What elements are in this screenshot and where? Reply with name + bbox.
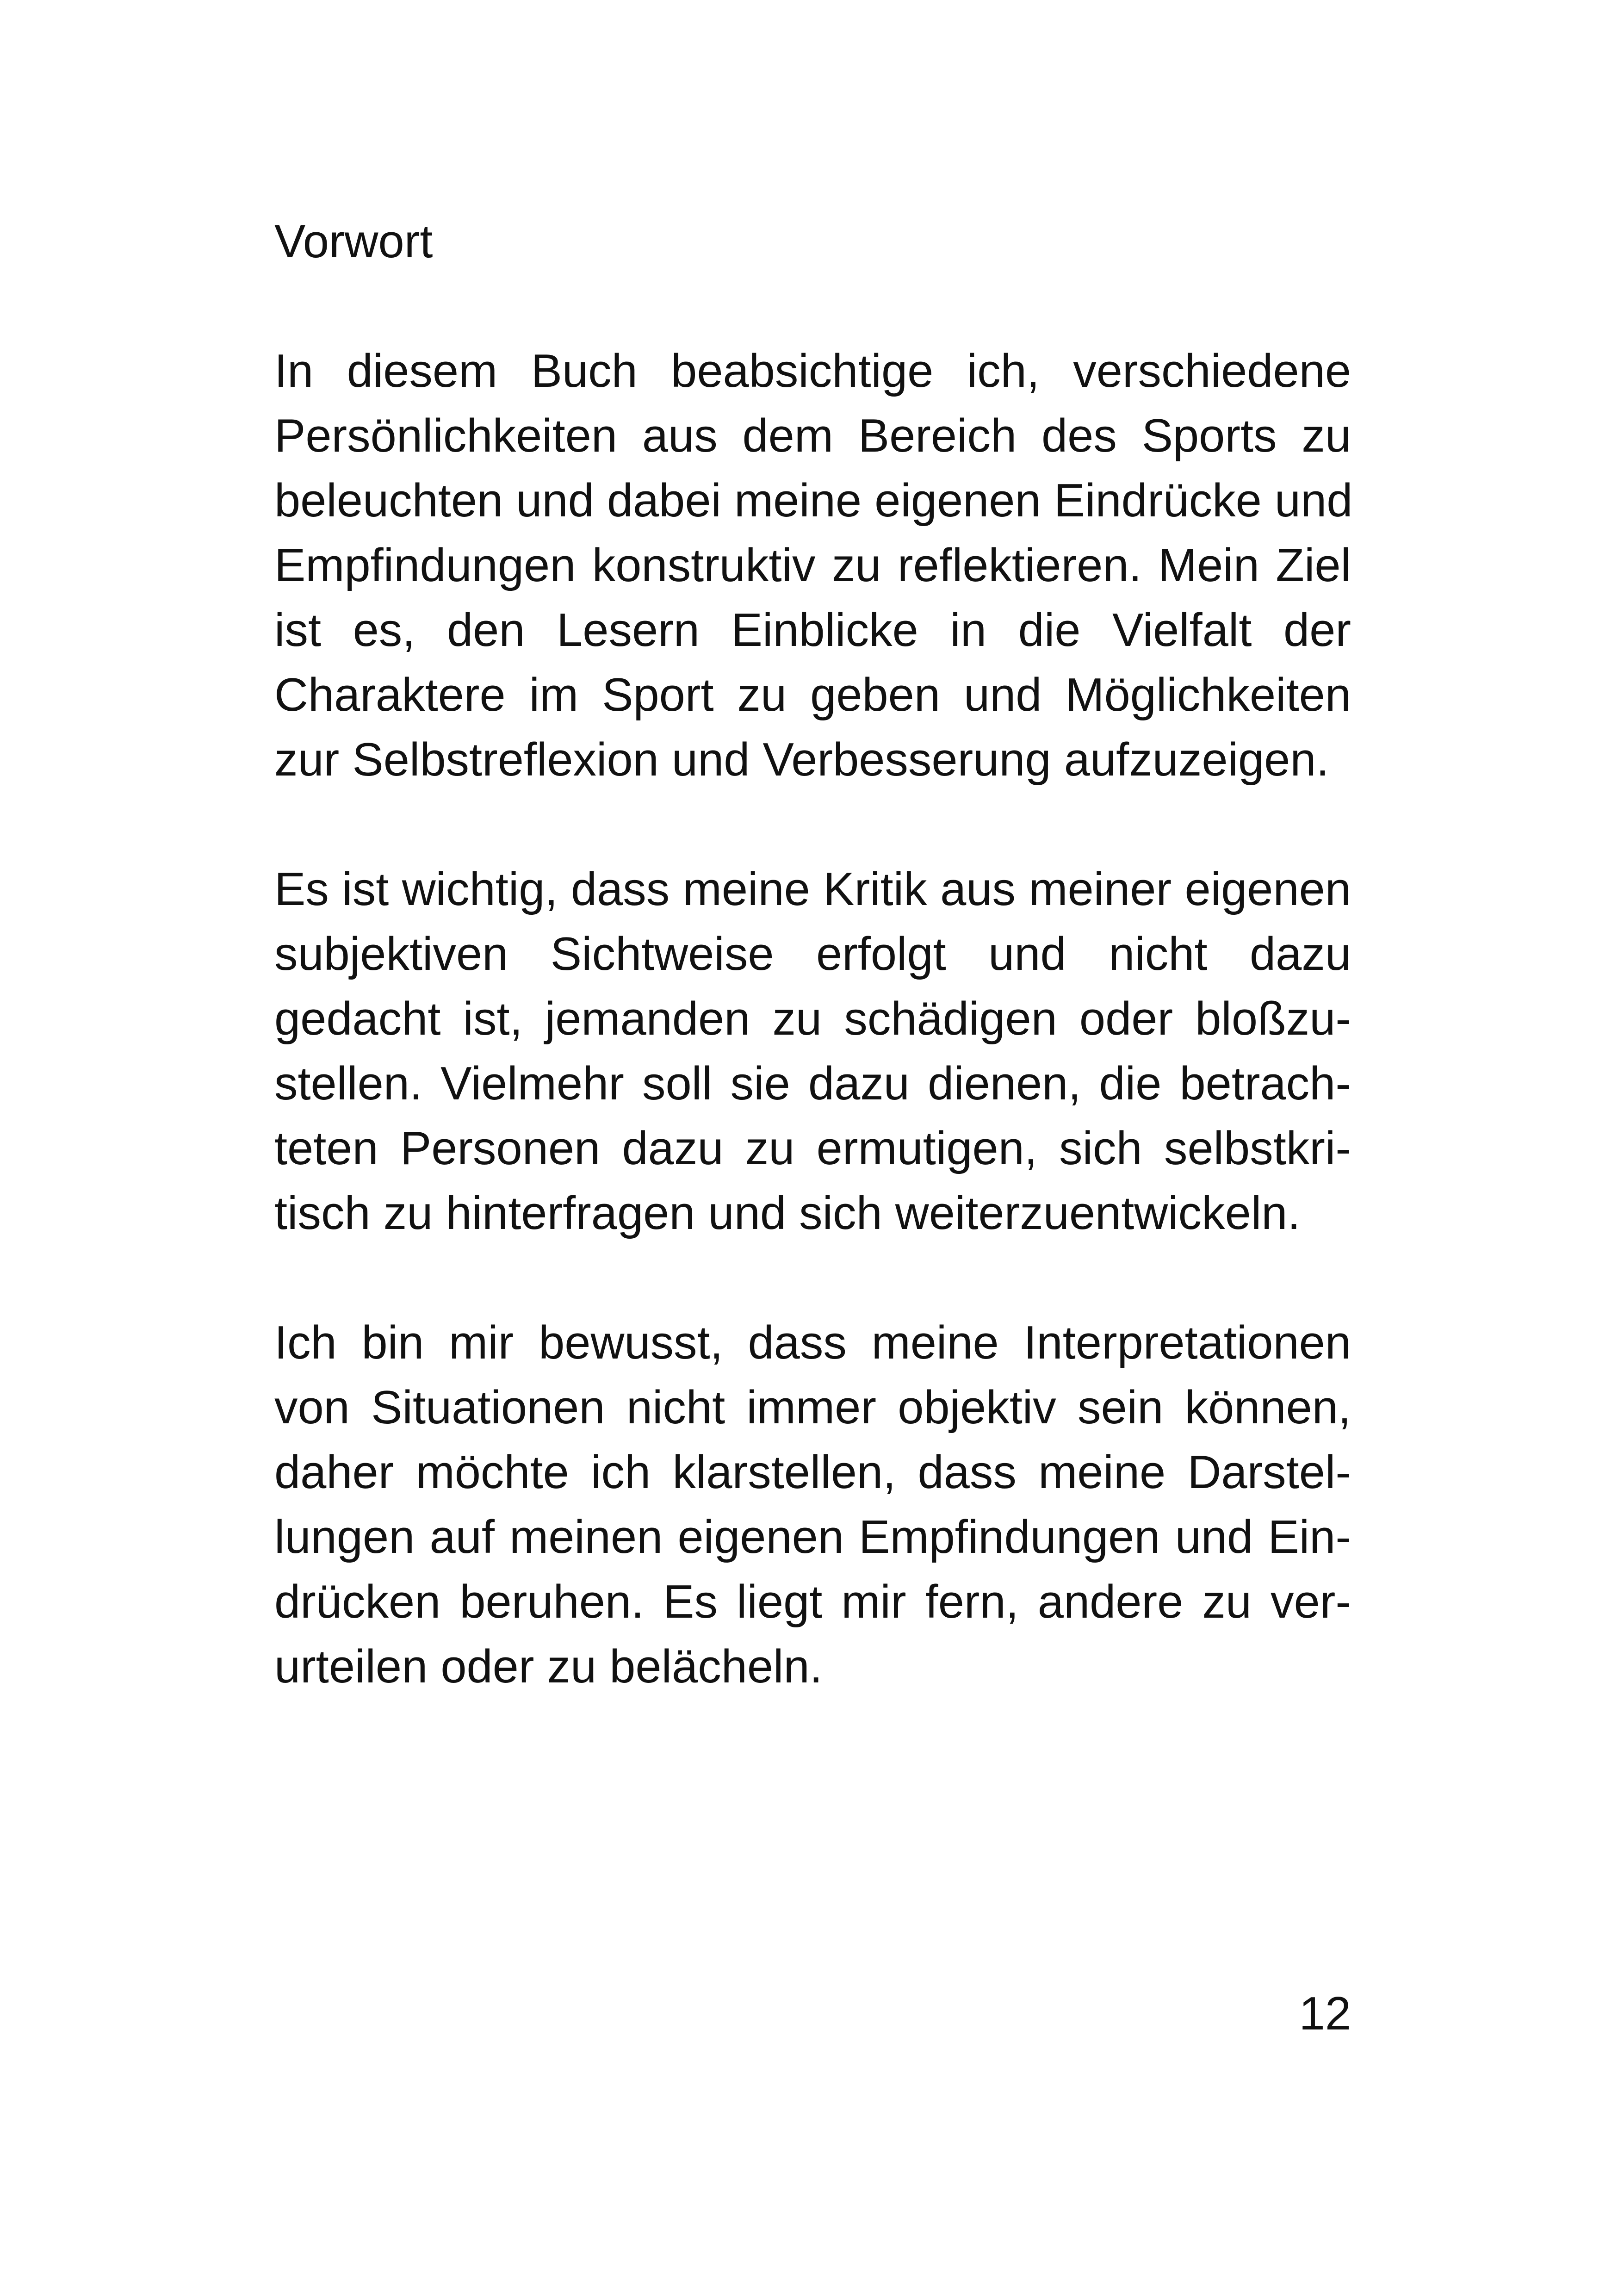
text-line: drücken beruhen. Es liegt mir fern, andere zu ver- <box>274 1576 1351 1628</box>
paragraph-1 <box>274 339 1351 792</box>
paragraph-2 <box>274 857 1351 1246</box>
text-line: Es ist wichtig, dass meine Kritik aus meiner eigenen <box>274 863 1351 915</box>
text-line: Charaktere im Sport zu geben und Möglichkeiten <box>274 669 1351 721</box>
text-line: beleuchten und dabei meine eigenen Eindrücke und <box>274 475 1353 527</box>
text-line: Empfindungen konstruktiv zu reflektieren. Mein Ziel <box>274 540 1351 591</box>
text-line: tisch zu hinterfragen und sich weiterzuentwickeln. <box>274 1187 1301 1239</box>
text-line: subjektiven Sichtweise erfolgt und nicht dazu <box>274 928 1351 980</box>
text-line: ist es, den Lesern Einblicke in die Vielfalt der <box>274 604 1351 656</box>
spacer <box>274 1246 1351 1310</box>
text-line: zur Selbstreflexion und Verbesserung aufzuzeigen. <box>274 734 1329 786</box>
text-line: gedacht ist, jemanden zu schädigen oder bloßzu- <box>274 993 1351 1045</box>
page-number: 12 <box>1299 1988 1351 2040</box>
spacer <box>274 792 1351 857</box>
text-line: Persönlichkeiten aus dem Bereich des Sports zu <box>274 410 1351 462</box>
text-line: daher möchte ich klarstellen, dass meine Darstel- <box>274 1446 1351 1498</box>
text-line: stellen. Vielmehr soll sie dazu dienen, die betrach- <box>274 1058 1351 1110</box>
text-line: In diesem Buch beabsichtige ich, verschiedene <box>274 345 1351 397</box>
spacer <box>274 274 1351 339</box>
text-line: lungen auf meinen eigenen Empfindungen und Ein- <box>274 1511 1351 1563</box>
text-line: von Situationen nicht immer objektiv sein können, <box>274 1382 1351 1433</box>
text-block <box>274 209 1351 1699</box>
text-line: teten Personen dazu zu ermutigen, sich selbstkri- <box>274 1123 1351 1174</box>
chapter-heading: Vorwort <box>274 216 433 267</box>
paragraph-3 <box>274 1310 1351 1699</box>
text-line: urteilen oder zu belächeln. <box>274 1641 823 1693</box>
text-line: Ich bin mir bewusst, dass meine Interpretationen <box>274 1317 1351 1369</box>
